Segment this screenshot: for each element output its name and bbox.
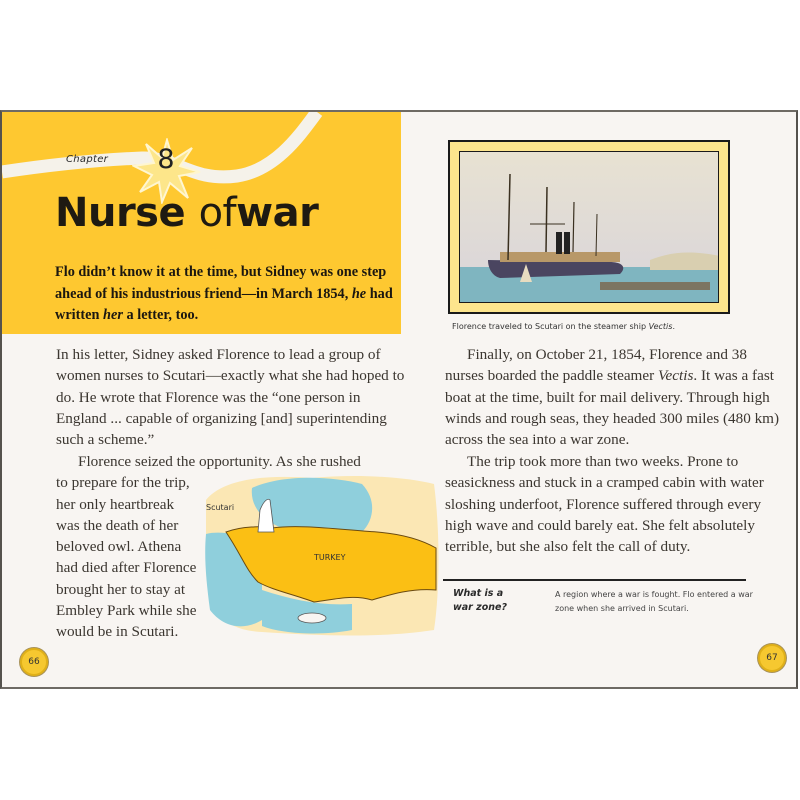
turkey-map [202, 470, 442, 640]
paragraph-1: In his letter, Sidney asked Florence to lead a group of women nurses to Scutari—exactly what she had hoped to do. He wrote that Florence was the “one person in England ... capable of organizing [and] superintending such a scheme.” [56, 346, 405, 449]
glossary-answer: A region where a war is fought. Flo entered a war zone when she arrived in Scutari. [555, 590, 753, 613]
svg-text:Scutari: Scutari [206, 503, 235, 512]
image-caption: Florence traveled to Scutari on the steamer ship Vectis. [452, 322, 675, 331]
chapter-header-panel [2, 112, 401, 334]
page-title: Nurse ofwar [55, 190, 319, 236]
book-spread [0, 110, 798, 689]
intro-text: Flo didn’t know it at the time, but Sidney was one step ahead of his industrious friend—in March 1854, he had written her a letter, too. [55, 264, 393, 323]
page-number-right: 67 [758, 644, 786, 672]
steamer-ship-illustration [460, 152, 719, 302]
glossary-question: What is a war zone? [453, 588, 507, 613]
chapter-label: Chapter [66, 154, 109, 165]
chapter-number: 8 [157, 144, 175, 175]
glossary-divider [443, 579, 746, 581]
page-number-left: 66 [20, 648, 48, 676]
paragraph-4: The trip took more than two weeks. Prone to seasickness and stuck in a cramped cabin with water sloshing underfoot, Florence suffered through every high wave and could barely eat. She felt absolutely terrible, but she also felt the call of duty. [445, 453, 764, 556]
svg-text:TURKEY: TURKEY [314, 553, 346, 562]
paragraph-3: Finally, on October 21, 1854, Florence and 38 nurses boarded the paddle steamer Vectis. It was a fast boat at the time, built for mail delivery. Through high winds and rough seas, they headed 300 miles (480 km) across the sea into a war zone. [445, 346, 780, 449]
ship-painting [459, 151, 719, 303]
paragraph-2: Florence seized the opportunity. As she rushed to prepare for the trip, her only heartbreak was the death of her beloved owl. Athena had died after Florence brought her to stay at Embley Park while she would be in Scutari. [56, 453, 361, 641]
picture-frame [448, 140, 730, 314]
